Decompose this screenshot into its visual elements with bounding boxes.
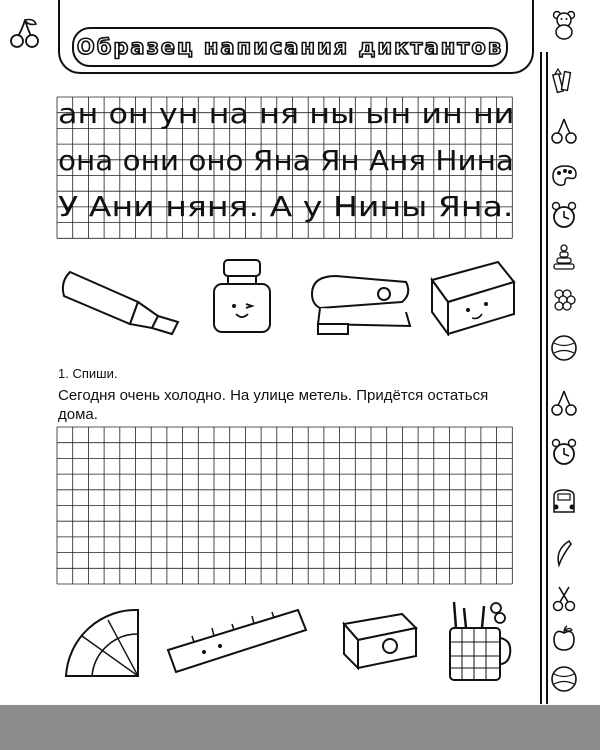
cherries-icon <box>549 388 579 418</box>
crayons-icon <box>549 66 579 96</box>
answer-writing-grid[interactable] <box>56 426 513 585</box>
ball-icon <box>549 333 579 363</box>
exercise-text: Сегодня очень холодно. На улице метель. Придётся остаться дома. <box>58 387 489 423</box>
paint-palette-icon <box>549 160 579 190</box>
sample-line-3: У Ани няня. А у Нины Яна. <box>58 190 514 223</box>
sample-line-2: она они оно Яна Ян Аня Нина <box>58 144 514 177</box>
marker-icon <box>60 262 184 338</box>
exercise-number: 1. <box>58 366 69 381</box>
exercise-heading <box>58 366 117 381</box>
stapler-icon <box>306 268 416 340</box>
sample-line-1: ан он ун на ня ны ын ин ни <box>58 97 515 130</box>
scissors-icon <box>549 584 579 614</box>
eraser-icon <box>428 258 518 336</box>
cherries-icon <box>8 16 42 50</box>
alarm-clock-icon <box>549 437 579 467</box>
sidebar-rail <box>540 52 548 704</box>
toy-car-icon <box>549 486 579 516</box>
grapes-icon <box>549 284 579 314</box>
apple-icon <box>549 624 579 654</box>
alarm-clock-icon <box>549 200 579 230</box>
sharpener-icon <box>336 610 420 672</box>
ruler-icon <box>164 606 310 676</box>
protractor-icon <box>62 606 158 680</box>
cherries-icon <box>549 116 579 146</box>
pencil-cup-icon <box>444 598 514 684</box>
ink-bottle-icon <box>212 258 272 336</box>
grid-lines <box>56 426 513 585</box>
exercise-instruction: Спиши. <box>72 366 118 381</box>
footer-bar <box>0 705 600 750</box>
teddy-bear-icon <box>549 10 579 40</box>
ball-icon <box>549 664 579 694</box>
banana-icon <box>549 538 579 568</box>
page-title: Образец написания диктантов <box>76 35 504 59</box>
pyramid-toy-icon <box>549 242 579 272</box>
title-banner <box>72 27 508 67</box>
